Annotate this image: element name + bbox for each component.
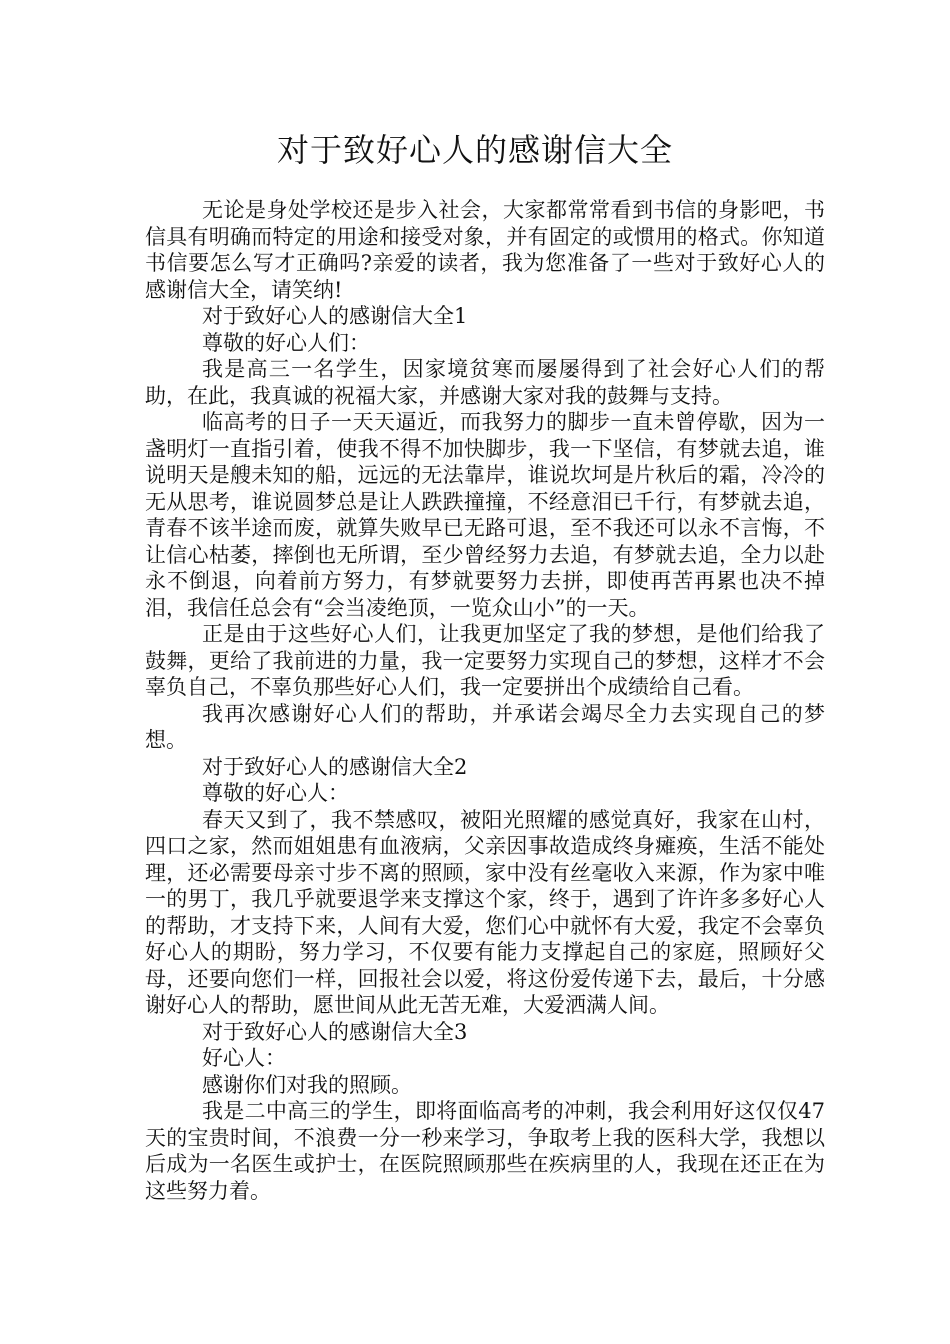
document-body [145,197,825,1204]
letter1-paragraph-4: 我再次感谢好心人们的帮助，并承诺会竭尽全力去实现自己的梦想。 [145,701,825,752]
letter1-paragraph-3: 正是由于这些好心人们，让我更加坚定了我的梦想，是他们给我了鼓舞，更给了我前进的力量，我一定要努力实现自己的梦想，这样才不会辜负自己，不辜负那些好心人们，我一定要拼出个成绩给自己看。 [145,622,825,699]
salutation-2: 尊敬的好心人： [202,781,349,805]
letter1-paragraph-1: 我是高三一名学生，因家境贫寒而屡屡得到了社会好心人们的帮助，在此，我真诚的祝福大家，并感谢大家对我的鼓舞与支持。 [145,357,825,408]
section-heading-3: 对于致好心人的感谢信大全3 [202,1019,468,1044]
intro-paragraph: 无论是身处学校还是步入社会，大家都常常看到书信的身影吧，书信具有明确而特定的用途和接受对象，并有固定的或惯用的格式。你知道书信要怎么写才正确吗?亲爱的读者，我为您准备了一些对于致好心人的感谢信大全，请笑纳! [145,198,825,302]
section-heading-1: 对于致好心人的感谢信大全1 [202,304,468,328]
salutation-3: 好心人： [202,1046,286,1070]
document-title: 对于致好心人的感谢信大全 [276,131,673,169]
letter3-paragraph-1: 感谢你们对我的照顾。 [202,1072,412,1097]
salutation-1: 尊敬的好心人们： [202,330,370,355]
letter3-paragraph-2: 我是二中高三的学生，即将面临高考的冲刺，我会利用好这仅仅47天的宝贵时间，不浪费一分一秒来学习，争取考上我的医科大学，我想以后成为一名医生或护士，在医院照顾那些在疾病里的人，我现在还正在为这些努力着。 [145,1099,825,1203]
letter1-paragraph-2: 临高考的日子一天天逼近，而我努力的脚步一直未曾停歇，因为一盏明灯一直指引着，使我不得不加快脚步，我一下坚信，有梦就去追，谁说明天是艘未知的船，远远的无法靠岸，谁说坎坷是片秋后的霜，冷冷的无从思考，谁说圆梦总是让人跌跌撞撞，不经意泪已千行，有梦就去追，青春不该半途而废，就算失败早已无路可退，至不我还可以永不言悔，不让信心枯萎，摔倒也无所谓，至少曾经努力去追，有梦就去追，全力以赴永不倒退，向着前方努力，有梦就要努力去拼，即使再苦再累也决不掉泪，我信任总会有“会当凌绝顶，一览众山小”的一天。 [145,410,825,620]
section-heading-2: 对于致好心人的感谢信大全2 [202,754,468,779]
letter2-paragraph-1: 春天又到了，我不禁感叹，被阳光照耀的感觉真好，我家在山村，四口之家，然而姐姐患有血液病，父亲因事故造成终身瘫痪，生活不能处理，还必需要母亲寸步不离的照顾，家中没有丝毫收入来源，作为家中唯一的男丁，我几乎就要退学来支撑这个家，终于，遇到了许许多多好心人的帮助，才支持下来，人间有大爱，您们心中就怀有大爱，我定不会辜负好心人的期盼，努力学习，不仅要有能力支撑起自己的家庭，照顾好父母，还要向您们一样，回报社会以爱，将这份爱传递下去，最后，十分感谢好心人的帮助，愿世间从此无苦无难，大爱洒满人间。 [145,807,825,1017]
